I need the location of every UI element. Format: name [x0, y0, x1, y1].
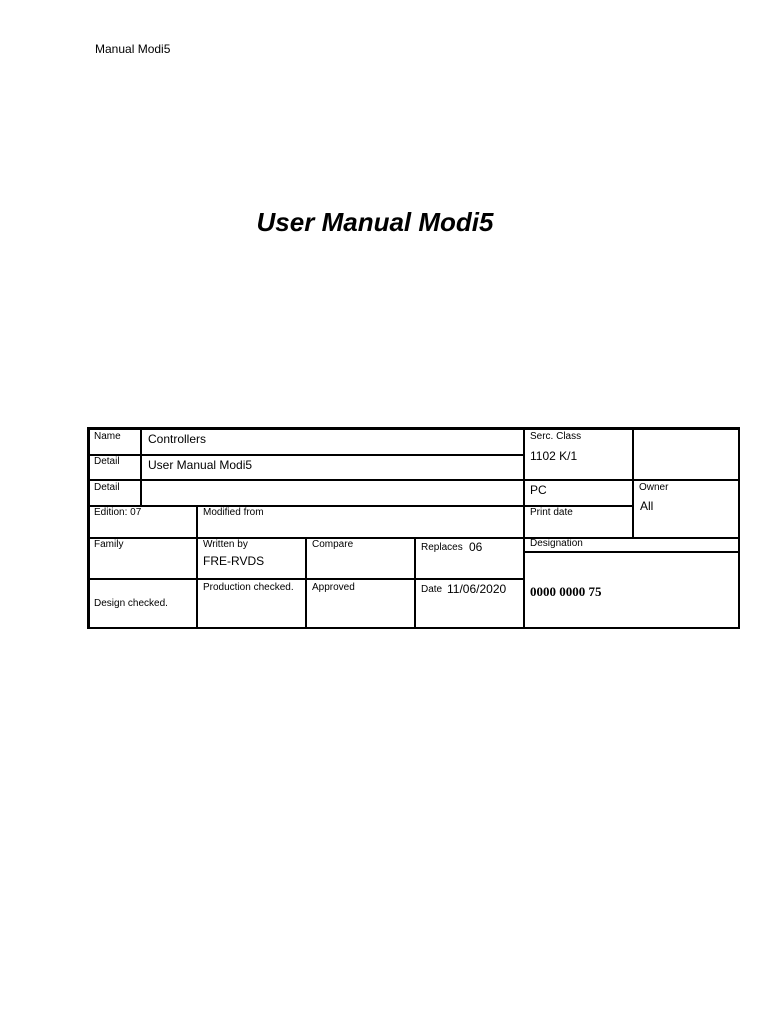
compare-label: Compare [312, 539, 354, 550]
running-header: Manual Modi5 [95, 42, 171, 56]
detail-label-1: Detail [94, 456, 120, 467]
serc-class-value: 1102 K/1 [530, 449, 578, 463]
detail-value-cell-2 [141, 480, 524, 506]
designation-label: Designation [530, 538, 583, 549]
design-checked-label: Design checked. [94, 598, 168, 609]
name-label: Name [94, 431, 121, 442]
date-label: Date [421, 584, 443, 595]
approved-label: Approved [312, 582, 355, 593]
replaces-label: Replaces [421, 542, 463, 553]
name-value: Controllers [148, 432, 207, 446]
family-label: Family [94, 539, 124, 550]
detail-label-2: Detail [94, 482, 120, 493]
title-block-form [87, 427, 740, 629]
owner-value: All [640, 499, 654, 513]
owner-label: Owner [639, 482, 669, 493]
pc-value: PC [530, 483, 547, 497]
edition-label: Edition: 07 [94, 507, 142, 518]
detail-value-1: User Manual Modi5 [148, 458, 253, 472]
print-date-label: Print date [530, 507, 573, 518]
production-checked-label: Production checked. [203, 582, 294, 593]
written-by-label: Written by [203, 539, 248, 550]
document-title: User Manual Modi5 [256, 207, 494, 237]
top-right-empty-cell [633, 429, 740, 480]
modified-from-label: Modified from [203, 507, 264, 518]
designation-value: 0000 0000 75 [530, 584, 602, 599]
date-value: 11/06/2020 [447, 582, 507, 596]
serc-class-label: Serc. Class [530, 431, 582, 442]
written-by-value: FRE-RVDS [203, 554, 265, 568]
replaces-value: 06 [469, 540, 483, 554]
